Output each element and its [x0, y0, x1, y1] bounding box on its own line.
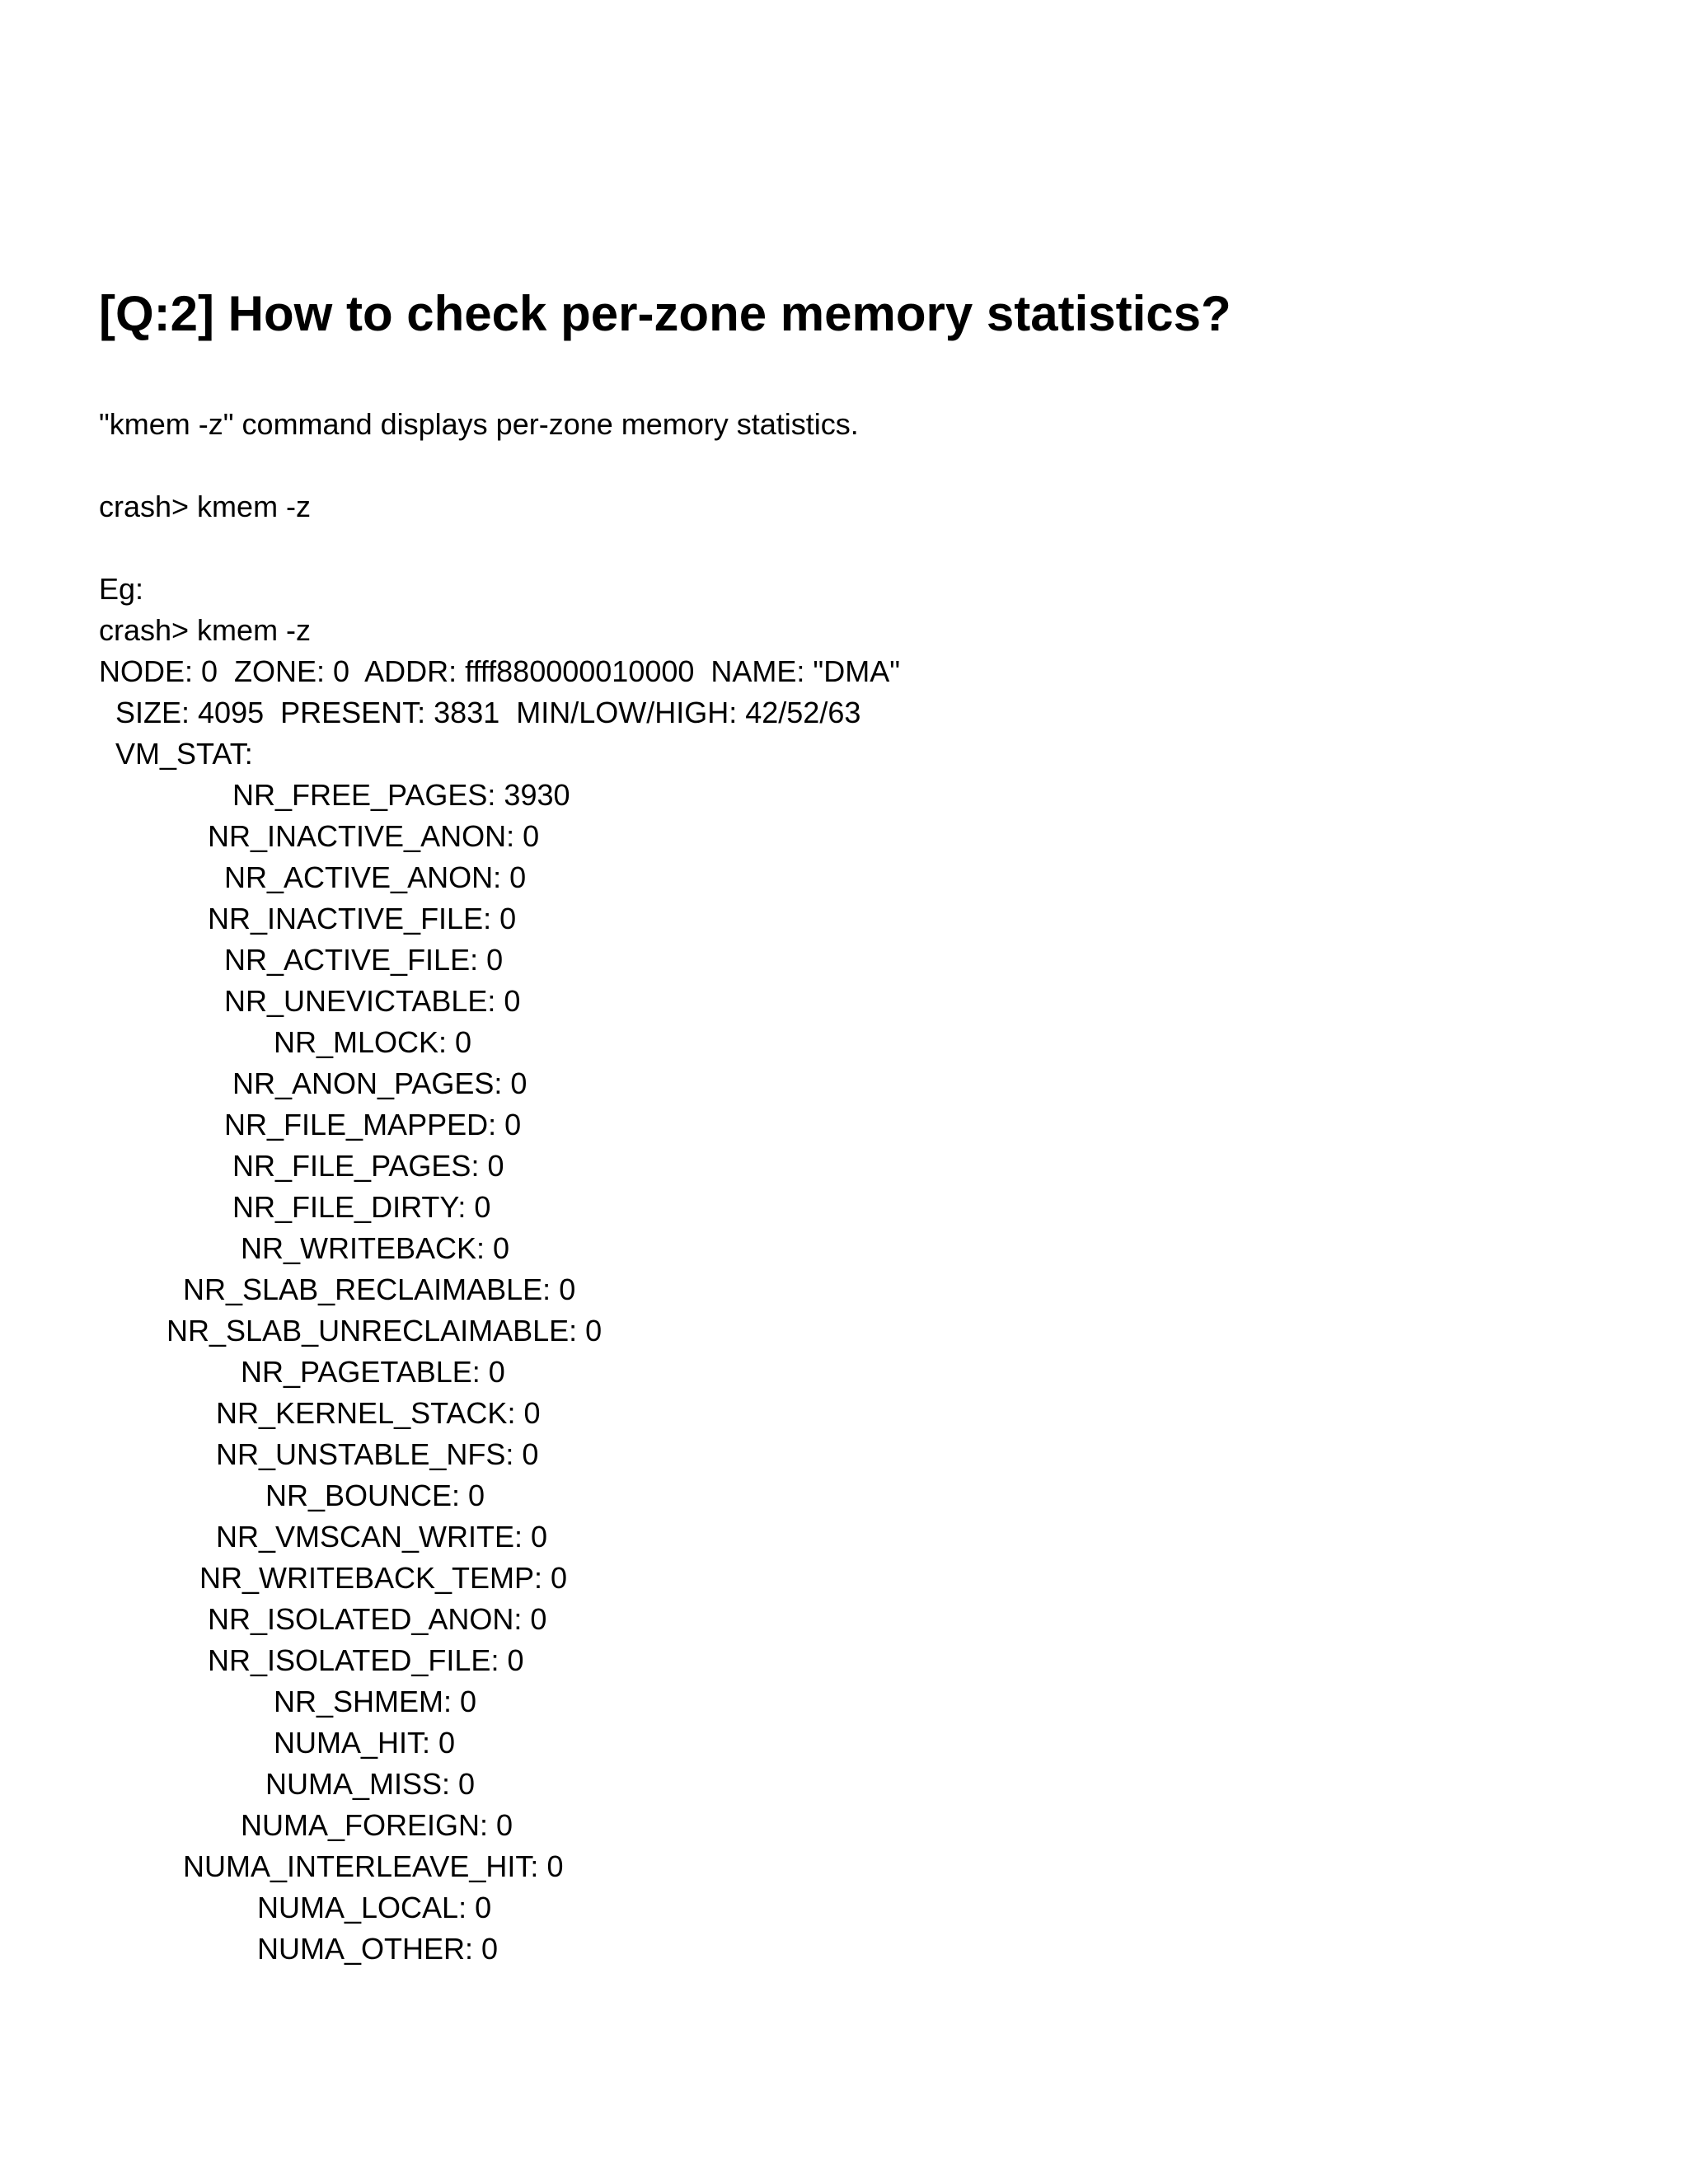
- vm-stat-line: NR_UNEVICTABLE: 0: [224, 984, 521, 1018]
- vm-stat-line: NR_INACTIVE_ANON: 0: [208, 819, 540, 853]
- vm-stat-line: NUMA_FOREIGN: 0: [241, 1808, 513, 1842]
- vm-stat-line: NR_UNSTABLE_NFS: 0: [216, 1437, 539, 1471]
- vm-stat-line: NR_ISOLATED_FILE: 0: [208, 1643, 524, 1677]
- command-text: crash> kmem -z: [99, 490, 312, 523]
- vm-stat-line: NR_FREE_PAGES: 3930: [232, 778, 570, 812]
- example-command: crash> kmem -z: [99, 613, 312, 647]
- vm-stat-line: NR_SHMEM: 0: [274, 1685, 477, 1718]
- example-label: Eg:: [99, 572, 144, 606]
- intro-text: "kmem -z" command displays per-zone memory statistics.: [99, 407, 859, 441]
- vm-stat-line: NR_ISOLATED_ANON: 0: [208, 1602, 547, 1636]
- vm-stat-line: NR_ACTIVE_FILE: 0: [224, 943, 504, 977]
- vm-stat-line: NUMA_MISS: 0: [265, 1767, 476, 1801]
- vm-stat-line: NR_INACTIVE_FILE: 0: [208, 902, 517, 935]
- vm-stat-line: NR_WRITEBACK_TEMP: 0: [199, 1561, 568, 1595]
- vm-stat-label: VM_STAT:: [115, 737, 253, 771]
- vm-stat-line: NR_ANON_PAGES: 0: [232, 1066, 528, 1100]
- vm-stat-line: NR_KERNEL_STACK: 0: [216, 1396, 541, 1430]
- vm-stat-line: NR_WRITEBACK: 0: [241, 1231, 510, 1265]
- question-heading: [Q:2] How to check per-zone memory statistics?: [99, 286, 1231, 341]
- vm-stat-line: NR_FILE_MAPPED: 0: [224, 1108, 522, 1141]
- vm-stat-line: NUMA_INTERLEAVE_HIT: 0: [183, 1849, 564, 1883]
- vm-stat-line: NUMA_LOCAL: 0: [257, 1891, 492, 1924]
- vm-stat-line: NUMA_HIT: 0: [274, 1726, 456, 1760]
- vm-stat-line: NR_VMSCAN_WRITE: 0: [216, 1520, 548, 1554]
- vm-stat-line: NR_BOUNCE: 0: [265, 1479, 485, 1512]
- vm-stat-line: NR_SLAB_UNRECLAIMABLE: 0: [166, 1314, 603, 1347]
- vm-stat-line: NR_SLAB_RECLAIMABLE: 0: [183, 1272, 576, 1306]
- vm-stat-line: NUMA_OTHER: 0: [257, 1932, 499, 1966]
- vm-stat-line: NR_MLOCK: 0: [274, 1025, 472, 1059]
- zone-size-line: SIZE: 4095 PRESENT: 3831 MIN/LOW/HIGH: 42/52/63: [115, 696, 861, 729]
- vm-stat-line: NR_FILE_DIRTY: 0: [232, 1190, 491, 1224]
- vm-stat-line: NR_ACTIVE_ANON: 0: [224, 860, 527, 894]
- zone-header-line: NODE: 0 ZONE: 0 ADDR: ffff880000010000 NAME: "DMA": [99, 654, 900, 688]
- vm-stat-line: NR_PAGETABLE: 0: [241, 1355, 505, 1389]
- vm-stat-line: NR_FILE_PAGES: 0: [232, 1149, 504, 1183]
